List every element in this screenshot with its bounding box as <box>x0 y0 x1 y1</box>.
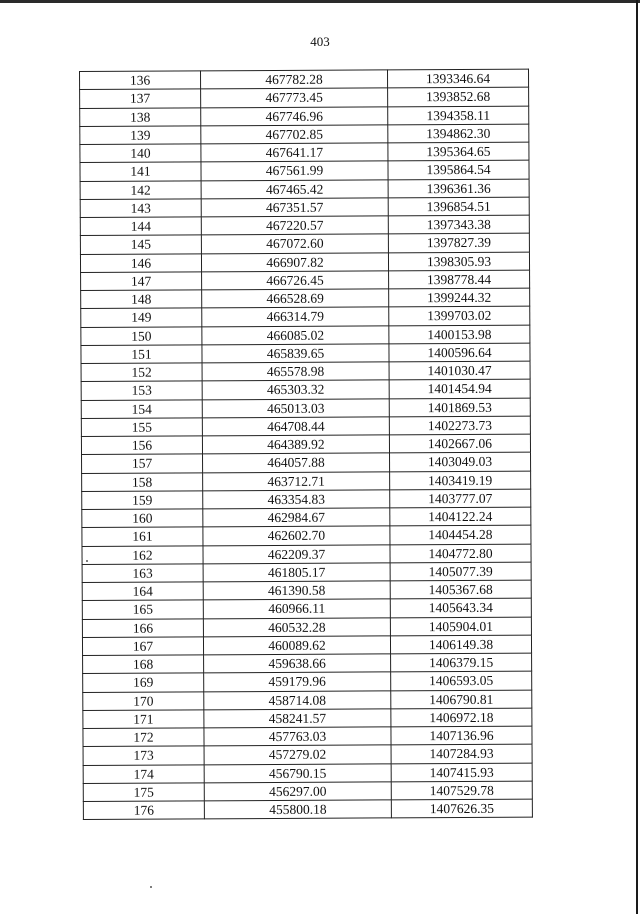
table-row <box>82 562 531 583</box>
point-number-cell: 152 <box>81 363 202 382</box>
table-row <box>83 671 532 692</box>
x-coordinate-cell: 460966.11 <box>203 599 390 618</box>
x-coordinate-cell: 460532.28 <box>203 617 390 636</box>
x-coordinate-cell: 458714.08 <box>204 690 391 709</box>
point-number-cell: 162 <box>82 545 203 564</box>
y-coordinate-cell: 1401869.53 <box>389 398 530 417</box>
point-number-cell: 139 <box>80 126 201 145</box>
scan-speck <box>86 560 88 562</box>
y-coordinate-cell: 1404772.80 <box>390 544 531 563</box>
table-row <box>82 471 531 492</box>
x-coordinate-cell: 464057.88 <box>203 453 390 472</box>
table-row <box>82 617 531 638</box>
x-coordinate-cell: 457279.02 <box>204 745 391 764</box>
y-coordinate-cell: 1407415.93 <box>391 763 532 782</box>
table-row <box>81 434 530 455</box>
table-row <box>80 252 529 273</box>
table-row <box>81 379 530 400</box>
table-row <box>81 288 530 309</box>
y-coordinate-cell: 1396854.51 <box>388 197 529 216</box>
y-coordinate-cell: 1403049.03 <box>390 452 531 471</box>
table-row <box>81 343 530 364</box>
point-number-cell: 156 <box>81 436 202 455</box>
x-coordinate-cell: 464708.44 <box>202 417 389 436</box>
x-coordinate-cell: 459638.66 <box>204 654 391 673</box>
y-coordinate-cell: 1406972.18 <box>391 708 532 727</box>
table-row <box>83 690 532 711</box>
table-row <box>81 361 530 382</box>
x-coordinate-cell: 463354.83 <box>203 490 390 509</box>
x-coordinate-cell: 467702.85 <box>201 125 388 144</box>
table-row <box>80 87 529 108</box>
point-number-cell: 154 <box>81 399 202 418</box>
x-coordinate-cell: 467773.45 <box>201 88 388 107</box>
point-number-cell: 143 <box>80 199 201 218</box>
page-number: 403 <box>310 34 330 49</box>
point-number-cell: 176 <box>83 801 204 820</box>
scan-edge-right <box>636 0 638 914</box>
y-coordinate-cell: 1395864.54 <box>388 160 529 179</box>
x-coordinate-cell: 455800.18 <box>204 800 391 819</box>
y-coordinate-cell: 1394862.30 <box>388 124 529 143</box>
point-number-cell: 142 <box>80 180 201 199</box>
table-row <box>83 744 532 765</box>
point-number-cell: 136 <box>80 71 201 90</box>
point-number-cell: 141 <box>80 162 201 181</box>
x-coordinate-cell: 465578.98 <box>202 362 389 381</box>
point-number-cell: 153 <box>81 381 202 400</box>
x-coordinate-cell: 467072.60 <box>201 234 388 253</box>
table-row <box>80 215 529 236</box>
table-row <box>81 416 530 437</box>
table-row <box>82 635 531 656</box>
table-row <box>82 598 531 619</box>
point-number-cell: 148 <box>81 290 202 309</box>
table-row <box>80 197 529 218</box>
x-coordinate-cell: 462984.67 <box>203 508 390 527</box>
table-row <box>80 106 529 127</box>
x-coordinate-cell: 458241.57 <box>204 709 391 728</box>
point-number-cell: 172 <box>83 728 204 747</box>
y-coordinate-cell: 1405367.68 <box>390 580 531 599</box>
x-coordinate-cell: 466726.45 <box>202 271 389 290</box>
point-number-cell: 151 <box>81 345 202 364</box>
y-coordinate-cell: 1399244.32 <box>389 288 530 307</box>
table-row <box>82 525 531 546</box>
scan-speck <box>150 886 152 888</box>
table-row <box>82 489 531 510</box>
x-coordinate-cell: 461805.17 <box>203 563 390 582</box>
table-row <box>83 799 532 820</box>
point-number-cell: 158 <box>82 472 203 491</box>
y-coordinate-cell: 1405077.39 <box>390 562 531 581</box>
y-coordinate-cell: 1404122.24 <box>390 507 531 526</box>
y-coordinate-cell: 1402273.73 <box>389 416 530 435</box>
x-coordinate-cell: 467465.42 <box>201 179 388 198</box>
y-coordinate-cell: 1398305.93 <box>388 252 529 271</box>
y-coordinate-cell: 1399703.02 <box>389 306 530 325</box>
table-row <box>80 142 529 163</box>
y-coordinate-cell: 1405904.01 <box>390 617 531 636</box>
y-coordinate-cell: 1407284.93 <box>391 744 532 763</box>
x-coordinate-cell: 466085.02 <box>202 325 389 344</box>
table-row <box>83 653 532 674</box>
x-coordinate-cell: 467220.57 <box>201 216 388 235</box>
y-coordinate-cell: 1396361.36 <box>388 179 529 198</box>
point-number-cell: 173 <box>83 746 204 765</box>
table-row <box>83 708 532 729</box>
y-coordinate-cell: 1406593.05 <box>391 671 532 690</box>
y-coordinate-cell: 1400153.98 <box>389 325 530 344</box>
point-number-cell: 170 <box>83 691 204 710</box>
x-coordinate-cell: 466528.69 <box>202 289 389 308</box>
point-number-cell: 145 <box>80 235 201 254</box>
y-coordinate-cell: 1406790.81 <box>391 690 532 709</box>
point-number-cell: 138 <box>80 107 201 126</box>
x-coordinate-cell: 467746.96 <box>201 106 388 125</box>
table-row <box>81 325 530 346</box>
coordinate-table <box>79 69 533 821</box>
point-number-cell: 144 <box>80 217 201 236</box>
point-number-cell: 147 <box>81 272 202 291</box>
x-coordinate-cell: 456297.00 <box>204 782 391 801</box>
x-coordinate-cell: 457763.03 <box>204 727 391 746</box>
table-row <box>80 233 529 254</box>
point-number-cell: 146 <box>80 253 201 272</box>
point-number-cell: 155 <box>81 418 202 437</box>
table-row <box>80 69 529 90</box>
table-row <box>83 781 532 802</box>
table-row <box>82 580 531 601</box>
point-number-cell: 168 <box>83 655 204 674</box>
y-coordinate-cell: 1403419.19 <box>390 471 531 490</box>
table-row <box>80 160 529 181</box>
table-row <box>81 306 530 327</box>
table-row <box>80 179 529 200</box>
point-number-cell: 149 <box>81 308 202 327</box>
x-coordinate-cell: 466907.82 <box>201 252 388 271</box>
table-row <box>82 452 531 473</box>
y-coordinate-cell: 1407136.96 <box>391 726 532 745</box>
y-coordinate-cell: 1397827.39 <box>388 233 529 252</box>
y-coordinate-cell: 1398778.44 <box>389 270 530 289</box>
x-coordinate-cell: 461390.58 <box>203 581 390 600</box>
x-coordinate-cell: 463712.71 <box>203 471 390 490</box>
point-number-cell: 171 <box>83 710 204 729</box>
point-number-cell: 137 <box>80 89 201 108</box>
table-row <box>82 507 531 528</box>
point-number-cell: 175 <box>83 783 204 802</box>
y-coordinate-cell: 1406379.15 <box>391 653 532 672</box>
point-number-cell: 167 <box>82 637 203 656</box>
x-coordinate-cell: 467782.28 <box>201 70 388 89</box>
point-number-cell: 165 <box>82 600 203 619</box>
point-number-cell: 169 <box>83 673 204 692</box>
y-coordinate-cell: 1393346.64 <box>387 69 528 88</box>
y-coordinate-cell: 1405643.34 <box>390 598 531 617</box>
y-coordinate-cell: 1407529.78 <box>391 781 532 800</box>
x-coordinate-cell: 464389.92 <box>202 435 389 454</box>
x-coordinate-cell: 460089.62 <box>203 636 390 655</box>
point-number-cell: 174 <box>83 764 204 783</box>
x-coordinate-cell: 465013.03 <box>202 398 389 417</box>
y-coordinate-cell: 1397343.38 <box>388 215 529 234</box>
point-number-cell: 140 <box>80 144 201 163</box>
x-coordinate-cell: 466314.79 <box>202 307 389 326</box>
y-coordinate-cell: 1403777.07 <box>390 489 531 508</box>
x-coordinate-cell: 462209.37 <box>203 544 390 563</box>
point-number-cell: 150 <box>81 326 202 345</box>
y-coordinate-cell: 1400596.64 <box>389 343 530 362</box>
y-coordinate-cell: 1404454.28 <box>390 525 531 544</box>
y-coordinate-cell: 1394358.11 <box>388 106 529 125</box>
point-number-cell: 160 <box>82 509 203 528</box>
y-coordinate-cell: 1393852.68 <box>388 87 529 106</box>
point-number-cell: 166 <box>82 618 203 637</box>
x-coordinate-cell: 456790.15 <box>204 763 391 782</box>
point-number-cell: 159 <box>82 491 203 510</box>
x-coordinate-cell: 467641.17 <box>201 143 388 162</box>
y-coordinate-cell: 1407626.35 <box>391 799 532 818</box>
x-coordinate-cell: 467351.57 <box>201 198 388 217</box>
y-coordinate-cell: 1401454.94 <box>389 379 530 398</box>
point-number-cell: 161 <box>82 527 203 546</box>
x-coordinate-cell: 465839.65 <box>202 344 389 363</box>
scan-edge-top <box>0 0 640 3</box>
x-coordinate-cell: 467561.99 <box>201 161 388 180</box>
table-row <box>81 398 530 419</box>
y-coordinate-cell: 1402667.06 <box>389 434 530 453</box>
table-row <box>83 726 532 747</box>
point-number-cell: 164 <box>82 582 203 601</box>
y-coordinate-cell: 1401030.47 <box>389 361 530 380</box>
table-row <box>81 270 530 291</box>
table-row <box>82 544 531 565</box>
coordinate-table-body <box>80 69 533 820</box>
table-row <box>83 763 532 784</box>
table-row <box>80 124 529 145</box>
x-coordinate-cell: 462602.70 <box>203 526 390 545</box>
x-coordinate-cell: 459179.96 <box>204 672 391 691</box>
y-coordinate-cell: 1406149.38 <box>390 635 531 654</box>
point-number-cell: 163 <box>82 564 203 583</box>
x-coordinate-cell: 465303.32 <box>202 380 389 399</box>
y-coordinate-cell: 1395364.65 <box>388 142 529 161</box>
coordinate-table-wrap <box>79 69 529 821</box>
point-number-cell: 157 <box>82 454 203 473</box>
